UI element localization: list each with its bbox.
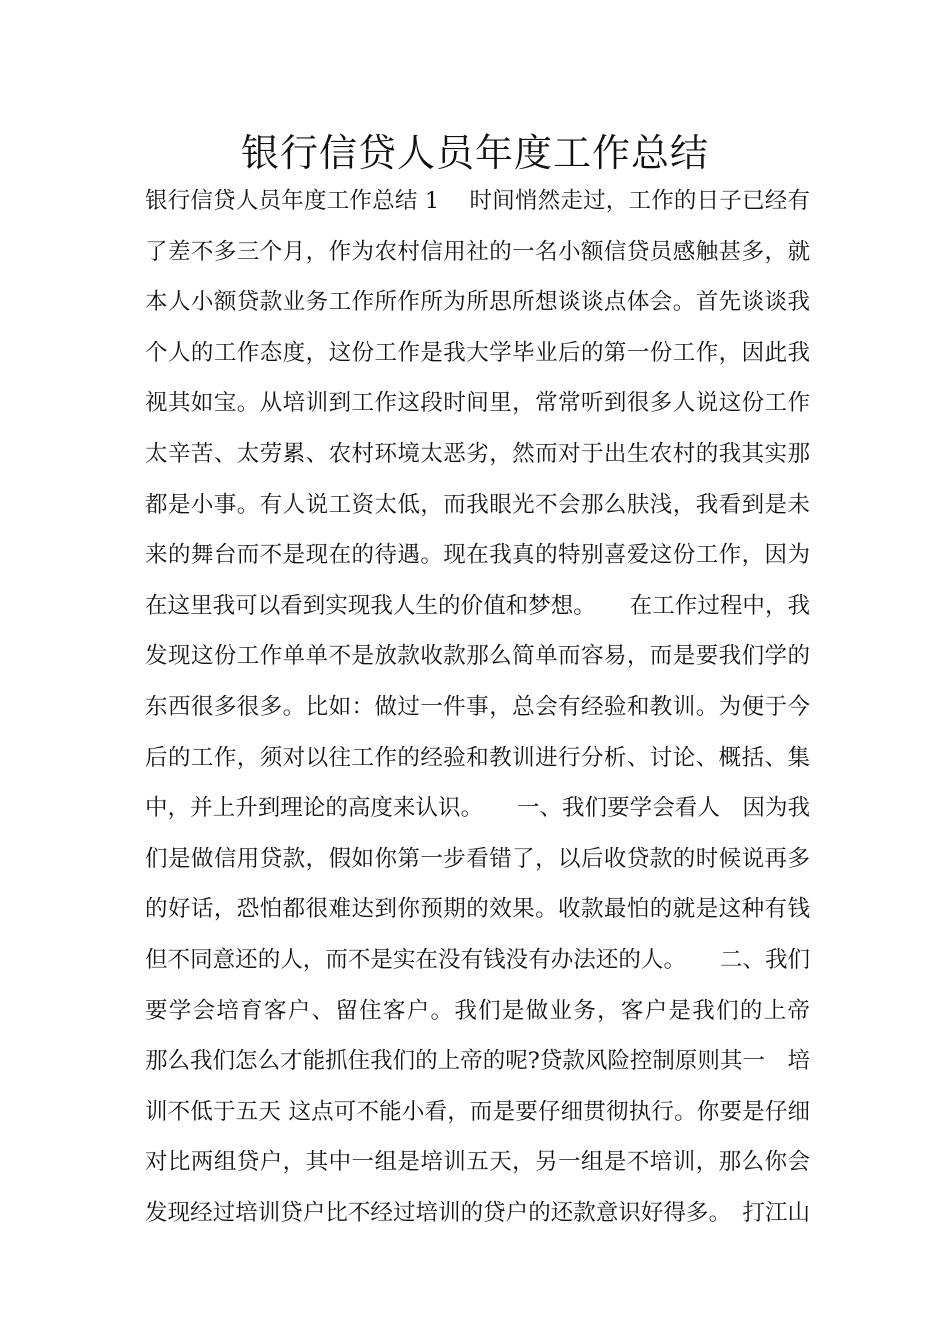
- body-text-line: 中，并上升到理论的高度来认识。 一、我们要学会看人 因为我: [145, 795, 810, 822]
- body-text-line: 后的工作，须对以往工作的经验和教训进行分析、讨论、概括、集: [145, 744, 810, 771]
- body-text-line: 发现这份工作单单不是放款收款那么简单而容易，而是要我们学的: [145, 643, 810, 670]
- body-text-line: 们是做信用贷款，假如你第一步看错了，以后收贷款的时候说再多: [145, 845, 810, 872]
- body-text-line: 对比两组贷户，其中一组是培训五天，另一组是不培训，那么你会: [145, 1149, 810, 1176]
- body-text-line: 但不同意还的人，而不是实在没有钱没有办法还的人。 二、我们: [145, 946, 810, 973]
- body-text-line: 了差不多三个月，作为农村信用社的一名小额信贷员感触甚多，就: [145, 238, 810, 265]
- body-text-line: 本人小额贷款业务工作所作所为所思所想谈谈点体会。首先谈谈我: [145, 289, 810, 316]
- body-text-line: 的好话，恐怕都很难达到你预期的效果。收款最怕的就是这种有钱: [145, 896, 810, 923]
- body-text-line: 来的舞台而不是现在的待遇。现在我真的特别喜爱这份工作，因为: [145, 542, 810, 569]
- body-text-line: 要学会培育客户、留住客户。我们是做业务，客户是我们的上帝: [145, 997, 810, 1024]
- body-text-line: 东西很多很多。比如：做过一件事，总会有经验和教训。为便于今: [145, 693, 810, 720]
- body-text-line: 那么我们怎么才能抓住我们的上帝的呢?贷款风险控制原则其一 培: [145, 1048, 810, 1075]
- body-text-line: 太辛苦、太劳累、农村环境太恶劣，然而对于出生农村的我其实那: [145, 440, 810, 467]
- document-body: [145, 176, 810, 1238]
- body-text-line: 都是小事。有人说工资太低，而我眼光不会那么肤浅，我看到是未: [145, 491, 810, 518]
- body-text-line: 视其如宝。从培训到工作这段时间里，常常听到很多人说这份工作: [145, 390, 810, 417]
- body-text-line: 训不低于五天 这点可不能小看，而是要仔细贯彻执行。你要是仔细: [145, 1098, 810, 1125]
- document-title: 银行信贷人员年度工作总结: [240, 131, 709, 175]
- body-text-line: 个人的工作态度，这份工作是我大学毕业后的第一份工作，因此我: [145, 339, 810, 366]
- body-text-line: 在这里我可以看到实现我人生的价值和梦想。 在工作过程中，我: [145, 592, 810, 619]
- body-text-line: 银行信贷人员年度工作总结 1 时间悄然走过，工作的日子已经有: [145, 188, 810, 214]
- body-text-line: 发现经过培训贷户比不经过培训的贷户的还款意识好得多。 打江山: [145, 1199, 810, 1226]
